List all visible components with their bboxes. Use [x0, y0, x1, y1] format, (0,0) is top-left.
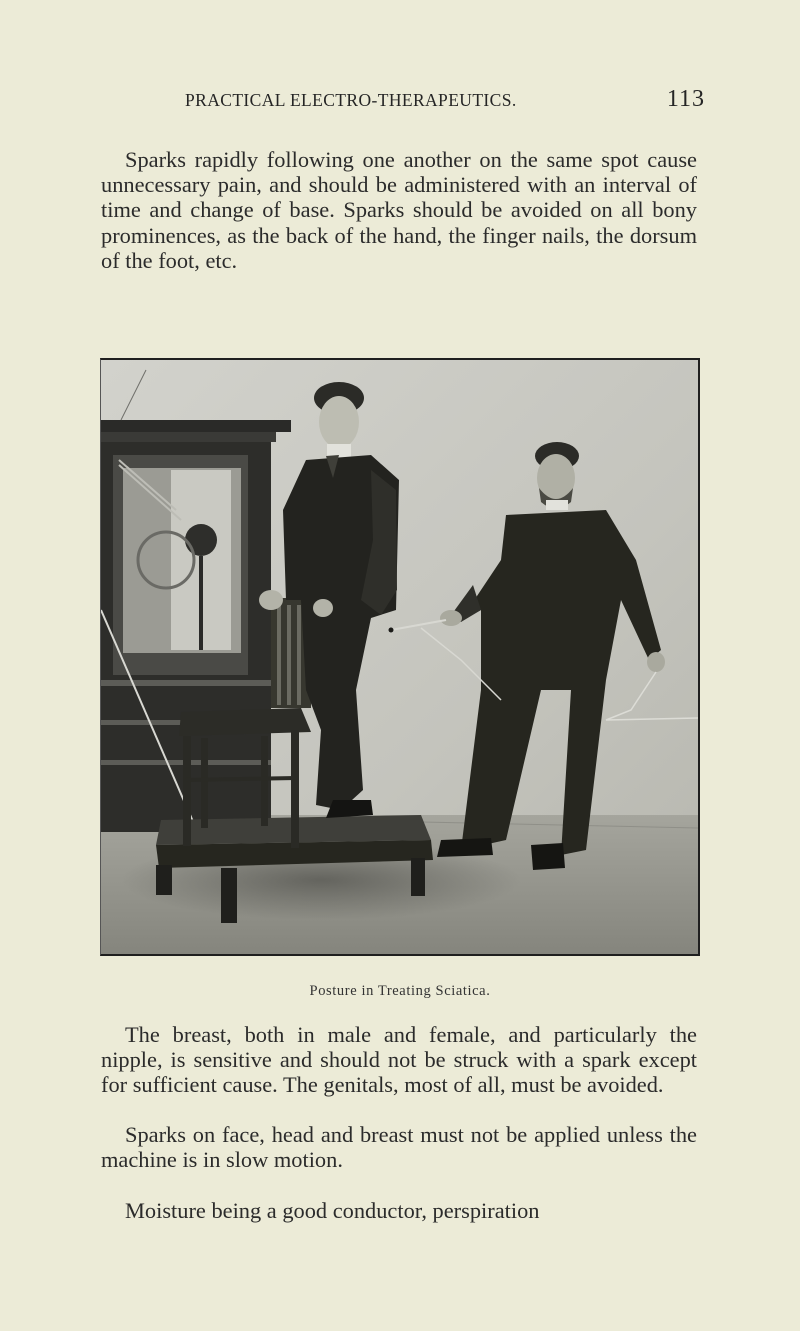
paragraph-moisture: Moisture being a good conductor, perspiration	[125, 1198, 540, 1223]
paragraph-sparks-interval: Sparks rapidly following one another on the same spot cause unnecessary pain, and should be administered with an interval of time and change of base. Sparks should be avoided on all bony prominences, as the back of the hand, the finger nails, the dorsum of the foot, etc.	[101, 147, 697, 273]
paragraph-face-head: Sparks on face, head and breast must not be applied unless the machine is in slow motion.	[101, 1122, 697, 1173]
running-title: PRACTICAL ELECTRO-THERAPEUTICS.	[185, 90, 517, 110]
paragraph-breast: The breast, both in male and female, and particularly the nipple, is sensitive and should not be struck with a spark except for sufficient cause. The genitals, most of all, must be avoided.	[101, 1022, 697, 1098]
page-header	[185, 86, 705, 118]
figure-photograph	[100, 358, 700, 956]
page-number: 113	[666, 86, 705, 112]
sciatica-treatment-photo	[101, 360, 698, 954]
figure-caption: Posture in Treating Sciatica.	[309, 983, 491, 999]
